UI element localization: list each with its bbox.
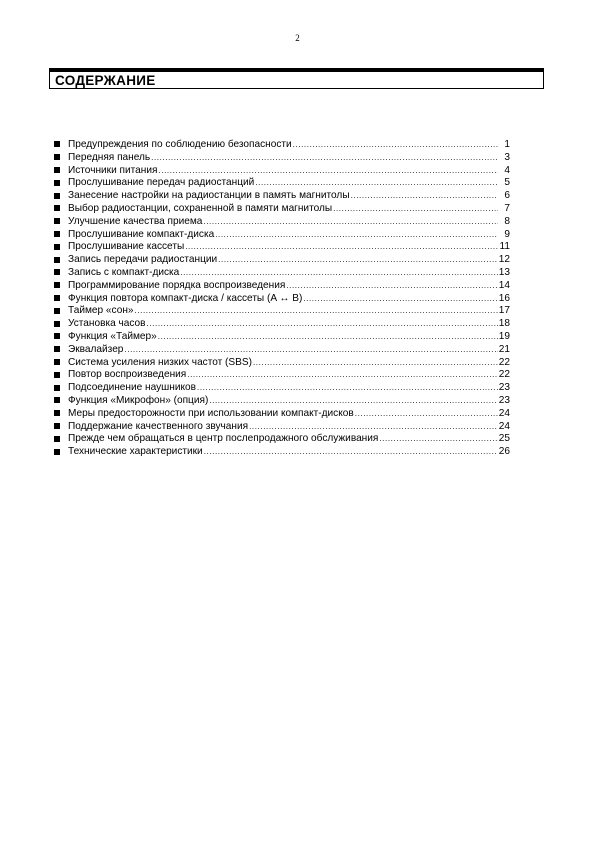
toc-entry-title: Запись с компакт-диска: [68, 266, 180, 278]
toc-entry-page: 12: [498, 254, 510, 266]
toc-entry-page: 26: [498, 446, 510, 458]
dot-leader: [147, 318, 498, 331]
square-bullet-icon: [54, 193, 60, 199]
toc-entry-title: Подсоединение наушников: [68, 382, 196, 394]
dot-leader: [135, 305, 498, 318]
page-number: 2: [295, 33, 300, 43]
dot-leader: [158, 165, 498, 178]
toc-entry-title: Функция «Микрофон» (опция): [68, 394, 209, 406]
toc-entry-page: 24: [498, 407, 510, 419]
toc-entry-title: Улучшение качества приема: [68, 215, 203, 227]
dot-leader: [351, 190, 498, 203]
toc-entry-page: 5: [504, 177, 510, 189]
dot-leader: [180, 267, 497, 280]
toc-entry-page: 7: [504, 202, 510, 214]
square-bullet-icon: [54, 308, 60, 314]
toc-entry-page: 25: [498, 433, 510, 445]
toc-entry: [54, 190, 510, 203]
dot-leader: [187, 369, 498, 382]
toc-entry-title: Источники питания: [68, 164, 158, 176]
toc-entry: [54, 305, 510, 318]
toc-entry-title: Система усиления низких частот (SBS): [68, 356, 252, 368]
toc-entry-page: 17: [498, 305, 510, 317]
dot-leader: [255, 177, 498, 190]
toc-entry-title: Занесение настройки на радиостанции в память магнитолы: [68, 190, 350, 202]
toc-entry: [54, 267, 510, 280]
dot-leader: [355, 408, 498, 421]
square-bullet-icon: [54, 385, 60, 391]
square-bullet-icon: [54, 423, 60, 429]
toc-entry-title: Таймер «сон»: [68, 305, 134, 317]
dot-leader: [249, 421, 498, 434]
toc-entry: [54, 433, 510, 446]
dot-leader: [197, 382, 498, 395]
toc-entry: [54, 139, 510, 152]
square-bullet-icon: [54, 295, 60, 301]
toc-entry-page: 24: [498, 420, 510, 432]
square-bullet-icon: [54, 397, 60, 403]
toc-entry-page: 19: [498, 330, 510, 342]
toc-entry-page: 11: [499, 241, 510, 253]
dot-leader: [215, 229, 498, 242]
contents-heading: СОДЕРЖАНИЕ: [55, 73, 156, 88]
toc-entry-page: 23: [498, 382, 510, 394]
toc-entry-page: 1: [504, 139, 510, 150]
dot-leader: [253, 357, 498, 370]
square-bullet-icon: [54, 141, 60, 147]
toc-entry: [54, 203, 510, 216]
toc-entry-page: 21: [498, 343, 510, 355]
square-bullet-icon: [54, 333, 60, 339]
toc-entry: [54, 446, 510, 459]
dot-leader: [185, 241, 498, 254]
toc-entry: [54, 344, 510, 357]
toc-entry-page: 3: [504, 151, 510, 163]
toc-entry-title: Прослушивание компакт-диска: [68, 228, 215, 240]
toc-entry-title: Технические характеристики: [68, 446, 203, 458]
table-of-contents: [54, 139, 510, 459]
toc-entry: [54, 216, 510, 229]
square-bullet-icon: [54, 359, 60, 365]
dot-leader: [158, 331, 498, 344]
dot-leader: [286, 280, 497, 293]
toc-entry-page: 4: [504, 164, 510, 176]
toc-entry: [54, 357, 510, 370]
toc-entry-title: Функция «Таймер»: [68, 330, 157, 342]
toc-entry-title: Поддержание качественного звучания: [68, 420, 249, 432]
toc-entry-title: Предупреждения по соблюдению безопасности: [68, 139, 292, 150]
dot-leader: [204, 446, 498, 459]
toc-entry-page: 14: [498, 279, 510, 291]
square-bullet-icon: [54, 449, 60, 455]
square-bullet-icon: [54, 180, 60, 186]
toc-entry: [54, 331, 510, 344]
toc-entry-page: 6: [504, 190, 510, 202]
toc-entry-title: Запись передачи радиостанции: [68, 254, 218, 266]
toc-entry-title: Прослушивание кассеты: [68, 241, 185, 253]
toc-entry: [54, 177, 510, 190]
dot-leader: [151, 152, 498, 165]
dot-leader: [303, 293, 497, 306]
toc-entry-title: Меры предосторожности при использовании компакт-дисков: [68, 407, 354, 419]
square-bullet-icon: [54, 282, 60, 288]
toc-entry: [54, 382, 510, 395]
dot-leader: [203, 216, 498, 229]
dot-leader: [379, 433, 497, 446]
toc-entry-title: Выбор радиостанции, сохраненной в памяти магнитолы: [68, 202, 333, 214]
square-bullet-icon: [54, 346, 60, 352]
toc-entry-title: Программирование порядка воспроизведения: [68, 279, 286, 291]
toc-entry-title: Передняя панель: [68, 151, 151, 163]
dot-leader: [124, 344, 497, 357]
toc-entry: [54, 293, 510, 306]
toc-entry-page: 9: [504, 228, 510, 240]
toc-entry: [54, 152, 510, 165]
toc-entry-title: Прослушивание передач радиостанций: [68, 177, 255, 189]
dot-leader: [209, 395, 497, 408]
square-bullet-icon: [54, 231, 60, 237]
square-bullet-icon: [54, 269, 60, 275]
square-bullet-icon: [54, 410, 60, 416]
contents-heading-box: [49, 68, 544, 89]
toc-entry: [54, 421, 510, 434]
toc-entry-title: Функция повтора компакт-диска / кассеты (A ↔ B): [68, 292, 303, 304]
toc-entry-page: 8: [504, 215, 510, 227]
toc-entry: [54, 241, 510, 254]
toc-entry: [54, 408, 510, 421]
toc-entry-page: 23: [498, 394, 510, 406]
toc-entry-page: 22: [498, 356, 510, 368]
toc-entry: [54, 229, 510, 242]
toc-entry: [54, 395, 510, 408]
square-bullet-icon: [54, 218, 60, 224]
toc-entry: [54, 318, 510, 331]
square-bullet-icon: [54, 244, 60, 250]
square-bullet-icon: [54, 321, 60, 327]
toc-entry: [54, 280, 510, 293]
toc-entry-page: 16: [498, 292, 510, 304]
dot-leader: [293, 139, 498, 152]
square-bullet-icon: [54, 372, 60, 378]
square-bullet-icon: [54, 154, 60, 160]
toc-entry-title: Установка часов: [68, 318, 146, 330]
toc-entry-page: 22: [498, 369, 510, 381]
square-bullet-icon: [54, 257, 60, 263]
square-bullet-icon: [54, 436, 60, 442]
square-bullet-icon: [54, 205, 60, 211]
toc-entry-title: Повтор воспроизведения: [68, 369, 187, 381]
square-bullet-icon: [54, 167, 60, 173]
toc-entry-page: 18: [498, 318, 510, 330]
dot-leader: [333, 203, 498, 216]
toc-entry: [54, 254, 510, 267]
toc-entry-title: Эквалайзер: [68, 343, 124, 355]
toc-entry: [54, 369, 510, 382]
toc-entry: [54, 165, 510, 178]
toc-entry-title: Прежде чем обращаться в центр послепродажного обслуживания: [68, 433, 379, 445]
toc-entry-page: 13: [498, 266, 510, 278]
dot-leader: [218, 254, 498, 267]
